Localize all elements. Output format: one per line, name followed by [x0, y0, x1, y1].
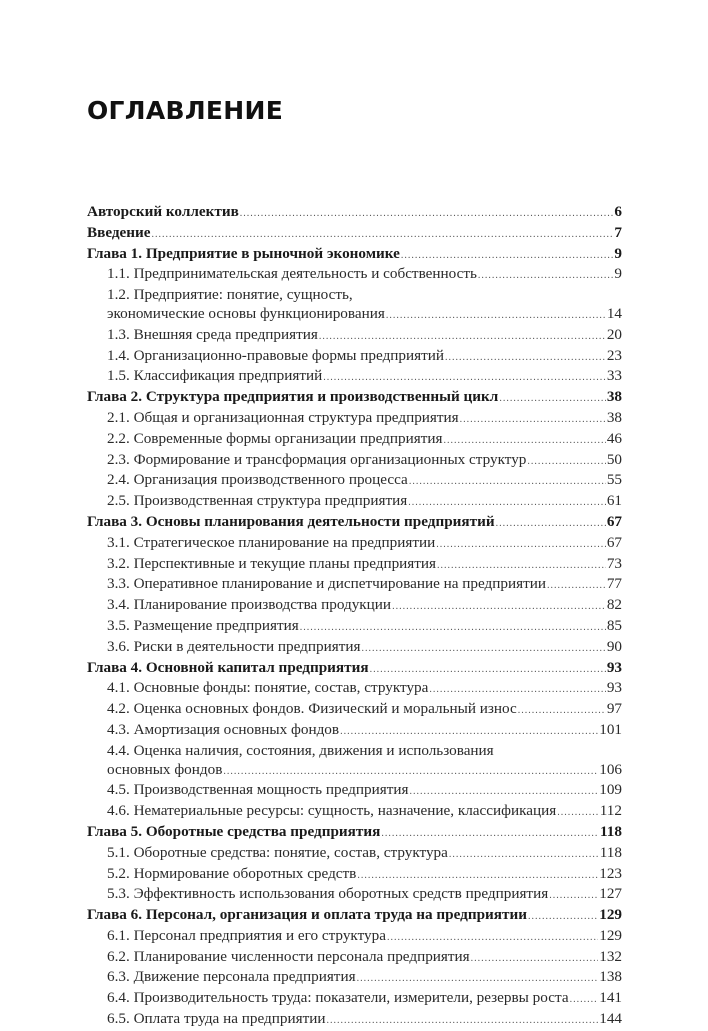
toc-section-entry[interactable]: [87, 492, 622, 513]
toc-chapter-entry[interactable]: [87, 823, 622, 844]
entry-title-continued: основных фондов: [107, 760, 223, 778]
toc-chapter-entry[interactable]: [87, 659, 622, 680]
leader-dots: [460, 411, 606, 430]
entry-page: 67: [606, 533, 622, 551]
leader-dots: [409, 473, 606, 492]
leader-dots: [499, 390, 606, 409]
entry-title: 1.5. Классификация предприятий: [107, 367, 323, 385]
leader-dots: [223, 763, 598, 782]
leader-dots: [518, 702, 606, 721]
entry-title: 4.4. Оценка наличия, состояния, движения и использования: [107, 741, 494, 759]
toc-section-entry[interactable]: [87, 430, 622, 451]
entry-page: 38: [606, 408, 622, 426]
leader-dots: [300, 619, 606, 638]
entry-page: 20: [606, 325, 622, 343]
entry-page: 50: [606, 450, 622, 468]
leader-dots: [443, 432, 605, 451]
toc-section-entry[interactable]: [87, 638, 622, 659]
entry-title: 2.5. Производственная структура предприятия: [107, 492, 408, 510]
toc-chapter-entry[interactable]: [87, 906, 622, 927]
entry-title: 4.5. Производственная мощность предприятия: [107, 781, 409, 799]
entry-title: 6.5. Оплата труда на предприятии: [107, 1010, 326, 1028]
toc-chapter-entry[interactable]: [87, 203, 622, 224]
toc-chapter-entry[interactable]: [87, 388, 622, 409]
toc-section-entry[interactable]: [87, 347, 622, 368]
toc-section-entry[interactable]: [87, 802, 622, 823]
leader-dots: [386, 307, 606, 326]
entry-page: 112: [599, 802, 622, 820]
entry-page: 141: [599, 989, 622, 1007]
entry-title-continued: экономические основы функционирования: [107, 304, 385, 322]
entry-title: 1.3. Внешняя среда предприятия: [107, 325, 318, 343]
toc-section-entry[interactable]: [87, 534, 622, 555]
toc-section-entry[interactable]: [87, 555, 622, 576]
toc-chapter-entry[interactable]: [87, 245, 622, 266]
entry-title: 3.1. Стратегическое планирование на предприятии: [107, 533, 436, 551]
entry-page: 73: [606, 554, 622, 572]
toc-section-entry[interactable]: [87, 451, 622, 472]
entry-title: 3.4. Планирование производства продукции: [107, 596, 392, 614]
leader-dots: [445, 349, 606, 368]
table-of-contents: [87, 203, 622, 1031]
leader-dots: [357, 970, 599, 989]
leader-dots: [408, 494, 606, 513]
toc-section-entry[interactable]: [87, 575, 622, 596]
entry-page: 90: [606, 637, 622, 655]
toc-section-entry[interactable]: [87, 679, 622, 700]
entry-page: 38: [606, 388, 622, 406]
toc-section-entry[interactable]: [87, 844, 622, 865]
toc-section-entry[interactable]: [87, 865, 622, 886]
leader-dots: [319, 328, 606, 347]
toc-section-entry[interactable]: [87, 367, 622, 388]
leader-dots: [449, 846, 599, 865]
entry-page: 7: [614, 223, 622, 241]
toc-section-entry[interactable]: [87, 1010, 622, 1031]
entry-title: Глава 5. Оборотные средства предприятия: [87, 822, 381, 840]
entry-title: 3.6. Риски в деятельности предприятия: [107, 637, 361, 655]
entry-title: 5.2. Нормирование оборотных средств: [107, 864, 357, 882]
leader-dots: [361, 640, 605, 659]
entry-page: 67: [606, 512, 622, 530]
leader-dots: [436, 536, 606, 555]
toc-chapter-entry[interactable]: [87, 224, 622, 245]
entry-title: Глава 4. Основной капитал предприятия: [87, 658, 369, 676]
entry-page: 9: [614, 265, 622, 283]
leader-dots: [152, 226, 614, 245]
leader-dots: [370, 661, 606, 680]
entry-page: 23: [606, 346, 622, 364]
toc-section-entry[interactable]: [87, 409, 622, 430]
toc-section-entry[interactable]: [87, 948, 622, 969]
entry-title: 6.4. Производительность труда: показатели, измерители, резервы роста: [107, 989, 569, 1007]
entry-page: 118: [599, 843, 622, 861]
entry-page: 109: [599, 781, 622, 799]
entry-page: 93: [606, 658, 622, 676]
leader-dots: [429, 681, 605, 700]
entry-title: 4.1. Основные фонды: понятие, состав, структура: [107, 679, 429, 697]
leader-dots: [547, 577, 606, 596]
entry-page: 33: [606, 367, 622, 385]
toc-chapter-entry[interactable]: [87, 513, 622, 534]
entry-title: Глава 2. Структура предприятия и производственный цикл: [87, 388, 499, 406]
entry-page: 6: [614, 203, 622, 220]
entry-title: 4.3. Амортизация основных фондов: [107, 720, 340, 738]
leader-dots: [323, 369, 606, 388]
entry-title: 2.2. Современные формы организации предприятия: [107, 429, 443, 447]
entry-title: Введение: [87, 223, 151, 241]
entry-page: 97: [606, 700, 622, 718]
entry-title: Глава 1. Предприятие в рыночной экономике: [87, 244, 400, 262]
entry-page: 129: [599, 906, 622, 924]
entry-title: 1.4. Организационно-правовые формы предприятий: [107, 346, 445, 364]
entry-title: 2.4. Организация производственного процесса: [107, 471, 408, 489]
entry-page: 82: [606, 596, 622, 614]
entry-title: 3.3. Оперативное планирование и диспетчирование на предприятии: [107, 575, 546, 593]
toc-section-entry[interactable]: [87, 700, 622, 721]
entry-title: 2.1. Общая и организационная структура предприятия: [107, 408, 459, 426]
entry-title: 2.3. Формирование и трансформация организационных структур: [107, 450, 527, 468]
toc-section-entry[interactable]: [87, 989, 622, 1010]
leader-dots: [496, 515, 606, 534]
leader-dots: [326, 1012, 598, 1031]
entry-title: 5.3. Эффективность использования оборотных средств предприятия: [107, 885, 549, 903]
entry-title: 6.3. Движение персонала предприятия: [107, 968, 356, 986]
toc-section-entry[interactable]: [87, 471, 622, 492]
entry-page: 85: [606, 616, 622, 634]
leader-dots: [401, 247, 613, 266]
leader-dots: [357, 867, 598, 886]
entry-page: 118: [600, 822, 622, 840]
leader-dots: [557, 804, 599, 823]
entry-title: 3.5. Размещение предприятия: [107, 616, 299, 634]
leader-dots: [478, 267, 613, 286]
entry-title: 1.1. Предпринимательская деятельность и собственность: [107, 265, 477, 283]
entry-page: 129: [599, 926, 622, 944]
leader-dots: [409, 783, 598, 802]
entry-title: 4.2. Оценка основных фондов. Физический и моральный износ: [107, 700, 517, 718]
leader-dots: [240, 205, 614, 224]
leader-dots: [381, 825, 599, 844]
leader-dots: [549, 887, 598, 906]
page-title: ОГЛАВЛЕНИЕ: [87, 96, 284, 125]
entry-page: 9: [614, 244, 622, 262]
entry-page: 61: [606, 492, 622, 510]
toc-section-entry[interactable]: [87, 596, 622, 617]
entry-page: 144: [599, 1010, 622, 1028]
toc-section-entry[interactable]: [87, 265, 622, 286]
entry-title: 6.1. Персонал предприятия и его структура: [107, 926, 386, 944]
leader-dots: [437, 557, 606, 576]
entry-page: 127: [599, 885, 622, 903]
entry-page: 46: [606, 429, 622, 447]
leader-dots: [527, 453, 605, 472]
entry-page: 14: [606, 304, 622, 322]
entry-page: 77: [606, 575, 622, 593]
entry-title: 4.6. Нематериальные ресурсы: сущность, назначение, классификация: [107, 802, 557, 820]
entry-title: 3.2. Перспективные и текущие планы предприятия: [107, 554, 437, 572]
leader-dots: [528, 908, 598, 927]
toc-section-entry[interactable]: [87, 968, 622, 989]
toc-section-entry[interactable]: [87, 721, 622, 742]
toc-section-entry[interactable]: [87, 885, 622, 906]
entry-page: 93: [606, 679, 622, 697]
entry-title: Авторский коллектив: [87, 203, 239, 220]
entry-title: 6.2. Планирование численности персонала предприятия: [107, 947, 470, 965]
toc-section-entry[interactable]: [87, 927, 622, 948]
toc-section-entry[interactable]: [87, 286, 622, 326]
entry-page: 55: [606, 471, 622, 489]
toc-section-entry[interactable]: [87, 781, 622, 802]
toc-section-entry[interactable]: [87, 326, 622, 347]
entry-title: Глава 6. Персонал, организация и оплата труда на предприятии: [87, 906, 527, 924]
entry-page: 101: [599, 720, 622, 738]
leader-dots: [471, 950, 599, 969]
entry-page: 106: [599, 760, 622, 778]
leader-dots: [392, 598, 606, 617]
entry-title: 5.1. Оборотные средства: понятие, состав, структура: [107, 843, 448, 861]
entry-page: 138: [599, 968, 622, 986]
leader-dots: [340, 723, 598, 742]
entry-page: 132: [599, 947, 622, 965]
leader-dots: [387, 929, 598, 948]
entry-page: 123: [599, 864, 622, 882]
toc-section-entry[interactable]: [87, 617, 622, 638]
toc-section-entry[interactable]: [87, 742, 622, 782]
entry-title: Глава 3. Основы планирования деятельности предприятий: [87, 512, 495, 530]
entry-title: 1.2. Предприятие: понятие, сущность,: [107, 286, 353, 304]
